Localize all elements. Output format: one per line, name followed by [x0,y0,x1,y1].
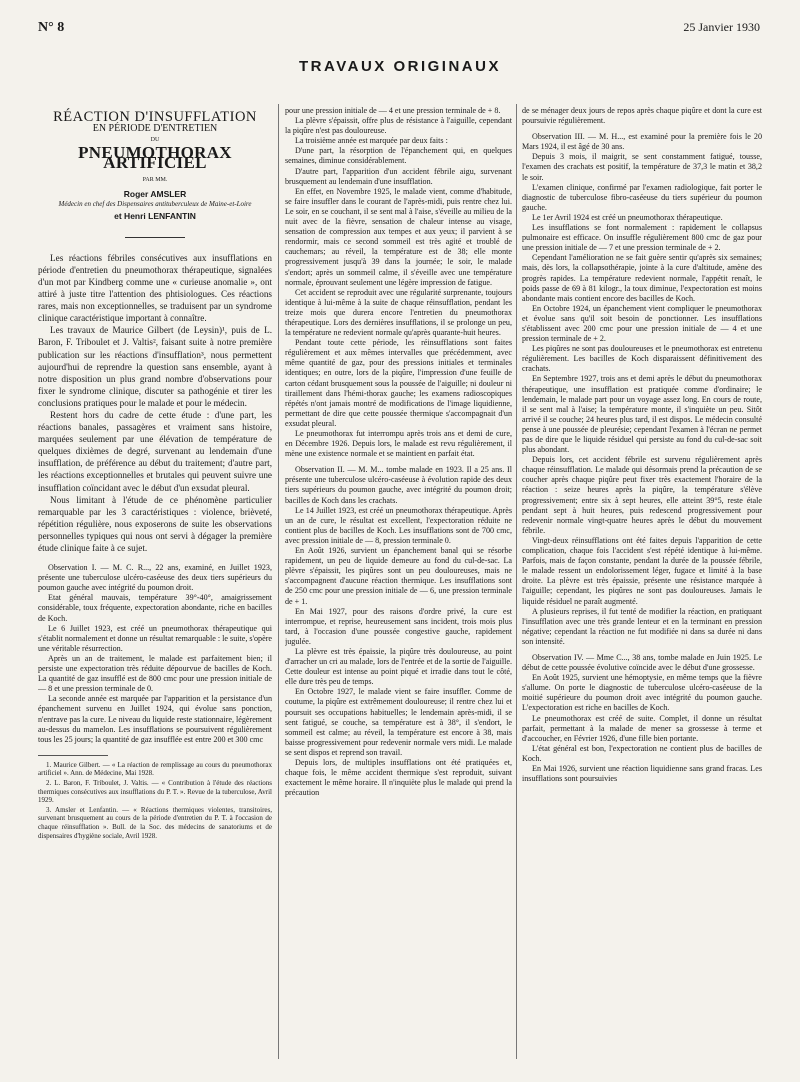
body-paragraph: Pendant toute cette période, les réinsufflations sont faites régulièrement et aux mêmes intervalles que précédemment, avec même quantité de gaz, pour des pressions initiales et terminales identiques; en outre, lors de la piqûre, l'impression d'une feuille de carton cédant brusquement sous la poussée de l'aiguille; ni douleur ni tiraillement dans l'hémi-thorax gauche; les examens radioscopiques répétés n'ont jamais montré de modifications de l'image liquidienne, permettant de dire que cette poussée thermique s'accompagnait d'un exsudat pleural. [285,338,512,428]
author-1-affiliation: Médecin en chef des Dispensaires antituberculeux de Maine-et-Loire [58,199,252,208]
body-paragraph: L'examen clinique, confirmé par l'examen radiologique, fait porter le diagnostic de tuberculose fibro-caséeuse du tiers supérieur du poumon gauche. [522,182,762,212]
intro-paragraph: Les travaux de Maurice Gilbert (de Leysin)¹, puis de L. Baron, F. Triboulet et J. Valtis², faisant suite à notre première publication sur les réactions d'insufflation³, nous permettent aujourd'hui de reprendre la question sans ensemble, ayant à notre disposition un plus grand nombre d'observations pour fixer le syndrome clinique, discuter sa pathogénie et tirer les conclusions pratiques pour le malade et pour le médecin. [38,325,272,408]
body-paragraph: En Août 1925, survient une hémoptysie, en même temps que la fièvre s'allume. On porte le diagnostic de tuberculose ulcéro-caséeuse de la moitié supérieure du poumon droit avec intégrité du poumon gauche. L'expectoration est riche en bacilles de Koch. [522,673,762,713]
body-paragraph: Depuis lors, de multiples insufflations ont été pratiquées et, chaque fois, le même accident thermique s'est reproduit, suivant exactement le même horaire. Il n'inquiète plus le malade qui prend la précaution [285,758,512,798]
body-paragraph: En Octobre 1927, le malade vient se faire insuffler. Comme de coutume, la piqûre est extrêmement douloureuse; il rentre chez lui et poursuit ses occupations habituelles; le lendemain après-midi, il se sent fatigué, se couche, sa température est à 38°, il s'endort, le sommeil est calme; au réveil, la température est encore à 38, mais baisse progressivement pour redevenir normale vers midi. Le malade se sent dispos et reprend son travail. [285,687,512,757]
observation-2-heading: Observation II. — M. M... tombe malade en 1923. Il a 25 ans. Il présente une tuberculose ulcéro-caséeuse à évolution rapide des deux tiers supérieurs du poumon gauche, avec intégrité du poumon droit; bacilles de Koch dans les crachats. [285,465,512,505]
body-paragraph: En Mai 1926, survient une réaction liquidienne sans grand fracas. Les insufflations sont poursuivies [522,764,762,784]
body-paragraph: D'autre part, l'apparition d'un accident fébrile aigu, survenant brusquement au lendemain d'une insufflation. [285,166,512,186]
body-paragraph: En Septembre 1927, trois ans et demi après le début du pneumothorax thérapeutique, une insufflation est pratiquée comme d'ordinaire; le lendemain, le malade part pour un voyage assez long. En cours de route, il se sent mal à l'aise; la température monte, il s'inquiète un peu. Sitôt arrivé il se couche; 24 heures plus tard, il est dispos. Le médecin consulté pense à une poussée de pleurésie; cependant l'examen à l'écran ne permet pas de dire que le liquide résiduel qui persiste au fond du cul-de-sac soit plus abondant. [522,374,762,455]
obs-paragraph: Le 6 Juillet 1923, est créé un pneumothorax thérapeutique qui s'établit normalement et donne un résultat remarquable : le suite, s'opère une véritable résurrection. [38,623,272,653]
column-rule [278,104,279,1059]
body-paragraph: En Août 1926, survient un épanchement banal qui se résorbe rapidement, un peu de liquide demeure au fond du cul-de-sac. La plèvre s'épaissit, les piqûres sont un peu douloureuses, mais ne s'accompagnent d'aucune réaction thermique. Les insufflations sont de 250 cmc pour une pression initiale de — 6, une pression terminale de + 1. [285,546,512,606]
footnote: 2. L. Baron, F. Triboulet, J. Valtis. — « Contribution à l'étude des réactions thermiques consécutives aux insufflations du P. T. ». Revue de la tuberculose, Avril 1929. [38,778,272,805]
article-title-du: DU [150,137,160,144]
observation-1 [38,563,272,745]
column-1 [38,104,272,1034]
title-separator [125,237,185,238]
footnote-rule [38,755,108,756]
body-paragraph: L'état général est bon, l'expectoration ne contient plus de bacilles de Koch. [522,743,762,763]
body-paragraph: Le 14 Juillet 1923, est créé un pneumothorax thérapeutique. Après un an de cure, le résultat est excellent, l'expectoration réduite ne contient plus de bacilles de Koch. Les insufflations sont de 700 cmc, avec pression initiale de — 8, pression terminale 0. [285,505,512,545]
obs-paragraph: Observation I. — M. C. R..., 22 ans, examiné, en Juillet 1923, présente une tuberculose ulcéro-caséeuse des deux tiers supérieurs du poumon gauche avec intégrité du poumon droit. [38,563,272,593]
article-title-main: PNEUMOTHORAX ARTIFICIEL [78,143,232,173]
intro-paragraph: Les réactions fébriles consécutives aux insufflations en période d'entretien du pneumothorax thérapeutique, signalées d'un mot par Kindberg comme une « curieuse anomalie », ont attiré à juste titre l'attention des phtisiologues. Ces réactions rares, mais non exceptionnelles, se traduisent par un syndrome clinique caractéristique important à connaître. [38,252,272,324]
body-paragraph: Cet accident se reproduit avec une régularité surprenante, toujours identique à lui-même à la suite de chaque réinsufflation, pendant les treize mois que durera encore l'entretien du pneumothorax thérapeutique. Lors des dernières insufflations, il se prolonge un peu, la température ne redevient normale qu'après quarante-huit heures. [285,287,512,338]
author-2: et Henri LENFANTIN [114,210,196,221]
body-paragraph: D'une part, la résorption de l'épanchement qui, en quelques semaines, diminue considérablement. [285,146,512,166]
obs-paragraph: Etat général mauvais, température 39°-40°, amaigrissement considérable, toux fréquente, expectoration abondante, riche en bacilles de Koch. [38,593,272,623]
body-paragraph: de se ménager deux jours de repos après chaque piqûre et dont la cure est poursuivie régulièrement. [522,106,762,126]
article-title-line1: RÉACTION D'INSUFFLATION [53,109,257,125]
body-paragraph: pour une pression initiale de — 4 et une pression terminale de + 8. [285,106,501,115]
section-title: TRAVAUX ORIGINAUX [299,58,501,75]
body-paragraph: La plèvre s'épaissit, offre plus de résistance à l'aiguille, cependant la piqûre n'est pas douloureuse. [285,116,512,136]
body-paragraph: Le pneumothorax est créé de suite. Complet, il donne un résultat parfait, permettant à la malade de mener sa grossesse à terme et d'accoucher, en Février 1926, d'une fille bien portante. [522,713,762,743]
body-paragraph: Vingt-deux réinsufflations ont été faites depuis l'apparition de cette complication, chaque fois l'accident s'est répété identique à lui-même. Parfois, mais de façon constante, pendant la durée de la poussée fébrile, le malade ressent un endolorissement léger, fugace et limité à la base droite. La plèvre est très épaissie, présente une résistance marquée à l'aiguille; cependant, les piqûres ne sont pas douloureuses. Jamais le liquide résiduel ne paraît augmenté. [522,535,762,606]
body-paragraph: Le pneumothorax fut interrompu après trois ans et demi de cure, en Décembre 1926. Depuis lors, le malade est revu régulièrement, il mène une existence normale et se maintient en parfait état. [285,429,512,459]
body-paragraph: Le 1er Avril 1924 est créé un pneumothorax thérapeutique. [532,212,723,222]
body-paragraph: Les piqûres ne sont pas douloureuses et le pneumothorax est entretenu régulièrement. Les bacilles de Koch disparaissent définitivement des crachats. [522,344,762,374]
intro-paragraph: Restent hors du cadre de cette étude : d'une part, les réactions banales, passagères et vraiment sans histoire, marquées seulement par une élévation de température de quelques dixièmes de degré, survenant au lendemain d'une insufflation, de préférence au début du traitement; d'autre part, les réactions exceptionnelles et brutales qui peuvent suivre une insufflation coïncidant avec le début d'un exsudat pleural. [38,409,272,493]
column-3 [522,106,762,1066]
body-paragraph: En effet, en Novembre 1925, le malade vient, comme d'habitude, se faire insuffler dans le courant de l'après-midi, puis rentre chez lui. Le soir, en se couchant, il se sent mal à l'aise, s'éveille au milieu de la nuit avec de la fièvre, sensation de chaleur intense au visage, sensation de compression aux tempes et aux yeux; il parvient à se rendormir, mais ce second sommeil est très agité et troublé de cauchemars; au réveil, la température est de 38; elle monte progressivement jusqu'à 39 dans la journée; le soir, le malade s'endort; après un sommeil calme, il s'éveille avec une température normale, éprouvant seulement une légère impression de fatigue. [285,186,512,287]
column-rule [516,104,517,1059]
body-paragraph: A plusieurs reprises, il fut tenté de modifier la réaction, en pratiquant l'insufflation avec une très grande lenteur et en la terminant en pression négative; cependant la réaction ne fut modifiée ni dans sa durée ni dans son intensité. [522,606,762,646]
article-title-line2: EN PÉRIODE D'ENTRETIEN [92,123,218,135]
introduction [38,252,272,554]
footnote: 1. Maurice Gilbert. — « La réaction de remplissage au cours du pneumothorax artificiel ». Ann. de Médecine, Mai 1928. [38,760,272,778]
body-paragraph: Depuis lors, cet accident fébrile est survenu régulièrement après chaque réinsufflation. Le malade qui désormais prend la précaution de se coucher après chaque piqûre peut fixer très exactement l'horaire de la réaction : seize heures après la piqûre, la température s'élève progressivement; entre six à sept heures, elle atteint 39°5, reste étale pendant sept à huit heures, puis redescend progressivement pour redevenir normale vingt-quatre heures après le début du mouvement fébrile. [522,455,762,535]
issue-number: N° 8 [38,20,65,35]
issue-date: 25 Janvier 1930 [683,20,760,34]
body-paragraph: La troisième année est marquée par deux faits : [295,136,448,146]
intro-paragraph: Nous limitant à l'étude de ce phénomène particulier remarquable par les 3 caractéristiques : violence, brièveté, répétition régulière, nous exposerons de suite les observations personnelles typiques qui nous ont servi à dégager la première étude clinique faite à ce sujet. [38,494,272,553]
body-paragraph: En Octobre 1924, un épanchement vient compliquer le pneumothorax et évolue sans qu'il soit besoin de ponctionner. Les insufflations s'établissent avec 200 cmc pour une pression initiale de — 4 et une pression terminale de + 2. [522,303,762,344]
body-paragraph: Les insufflations se font normalement : rapidement le collapsus pulmonaire est efficace. On insuffle régulièrement 800 cmc de gaz pour une pression initiale de — 7 et une pression terminale de + 2. [522,223,762,253]
body-paragraph: La plèvre est très épaissie, la piqûre très douloureuse, au point d'arracher un cri au malade, lors de l'entrée et de la sortie de l'aiguille. Cette douleur est intense au point piqué et irradie dans tout le côté, elle dure très peu de temps. [285,646,512,687]
observation-3-heading: Observation III. — M. H..., est examiné pour la première fois le 20 Mars 1924, il est âgé de 30 ans. [522,132,762,152]
author-1: Roger AMSLER [123,188,187,199]
body-paragraph: Cependant l'amélioration ne se fait guère sentir qu'après six semaines; mais, dès lors, la collapsothérapie, jointe à la cure d'altitude, amène des progrès rapides. La température redevient normale, l'appétit renaît, le poids passe de 69 à 81 kilogr., la toux diminue, l'expectoration est moins abondante mais contient encore des bacilles de Koch. [522,253,762,303]
column-2 [285,106,512,1066]
obs-paragraph: La seconde année est marquée par l'apparition et la persistance d'un épanchement survenu en Juillet 1924, qui évolue sans ponction, n'entrave pas la cure. Le niveau du liquide reste stationnaire, légèrement au-dessus du mamelon. Les insufflations se poursuivent régulièrement tous les 25 jours; la quantité de gaz insufflée est entre 200 et 300 cmc [38,694,272,744]
body-paragraph: Depuis 3 mois, il maigrit, se sent constamment fatigué, tousse, l'examen des crachats est positif, la température de 37,3 le matin et 38,2 le soir. [522,152,762,182]
body-paragraph: En Mai 1927, pour des raisons d'ordre privé, la cure est interrompue, et reprise, heureusement sans incident, trois mois plus tard, à l'occasion d'une poussée congestive gauche, rapidement jugulée. [285,606,512,646]
observation-4-heading: Observation IV. — Mme C..., 38 ans, tombe malade en Juin 1925. Le début de cette poussée évolutive coïncide avec le début d'une grossesse. [522,652,762,673]
byline-par: PAR MM. [142,177,168,184]
footnotes [38,761,272,840]
obs-paragraph: Après un an de traitement, le malade est parfaitement bien; il persiste une expectoration très réduite dépourvue de bacilles de Koch. La quantité de gaz insufflé est de 800 cmc pour une pression initiale de — 8 et une pression terminale de 0. [38,653,272,694]
footnote: 3. Amsler et Lenfantin. — « Réactions thermiques violentes, transitoires, survenant brusquement au cours de la période d'entretien du P. T. à l'occasion de chaque réinsufflation ». Bull. de la Soc. des médecins de sanatoriums et de dispensaires d'hygiène sociale, Avril 1928. [38,805,272,840]
